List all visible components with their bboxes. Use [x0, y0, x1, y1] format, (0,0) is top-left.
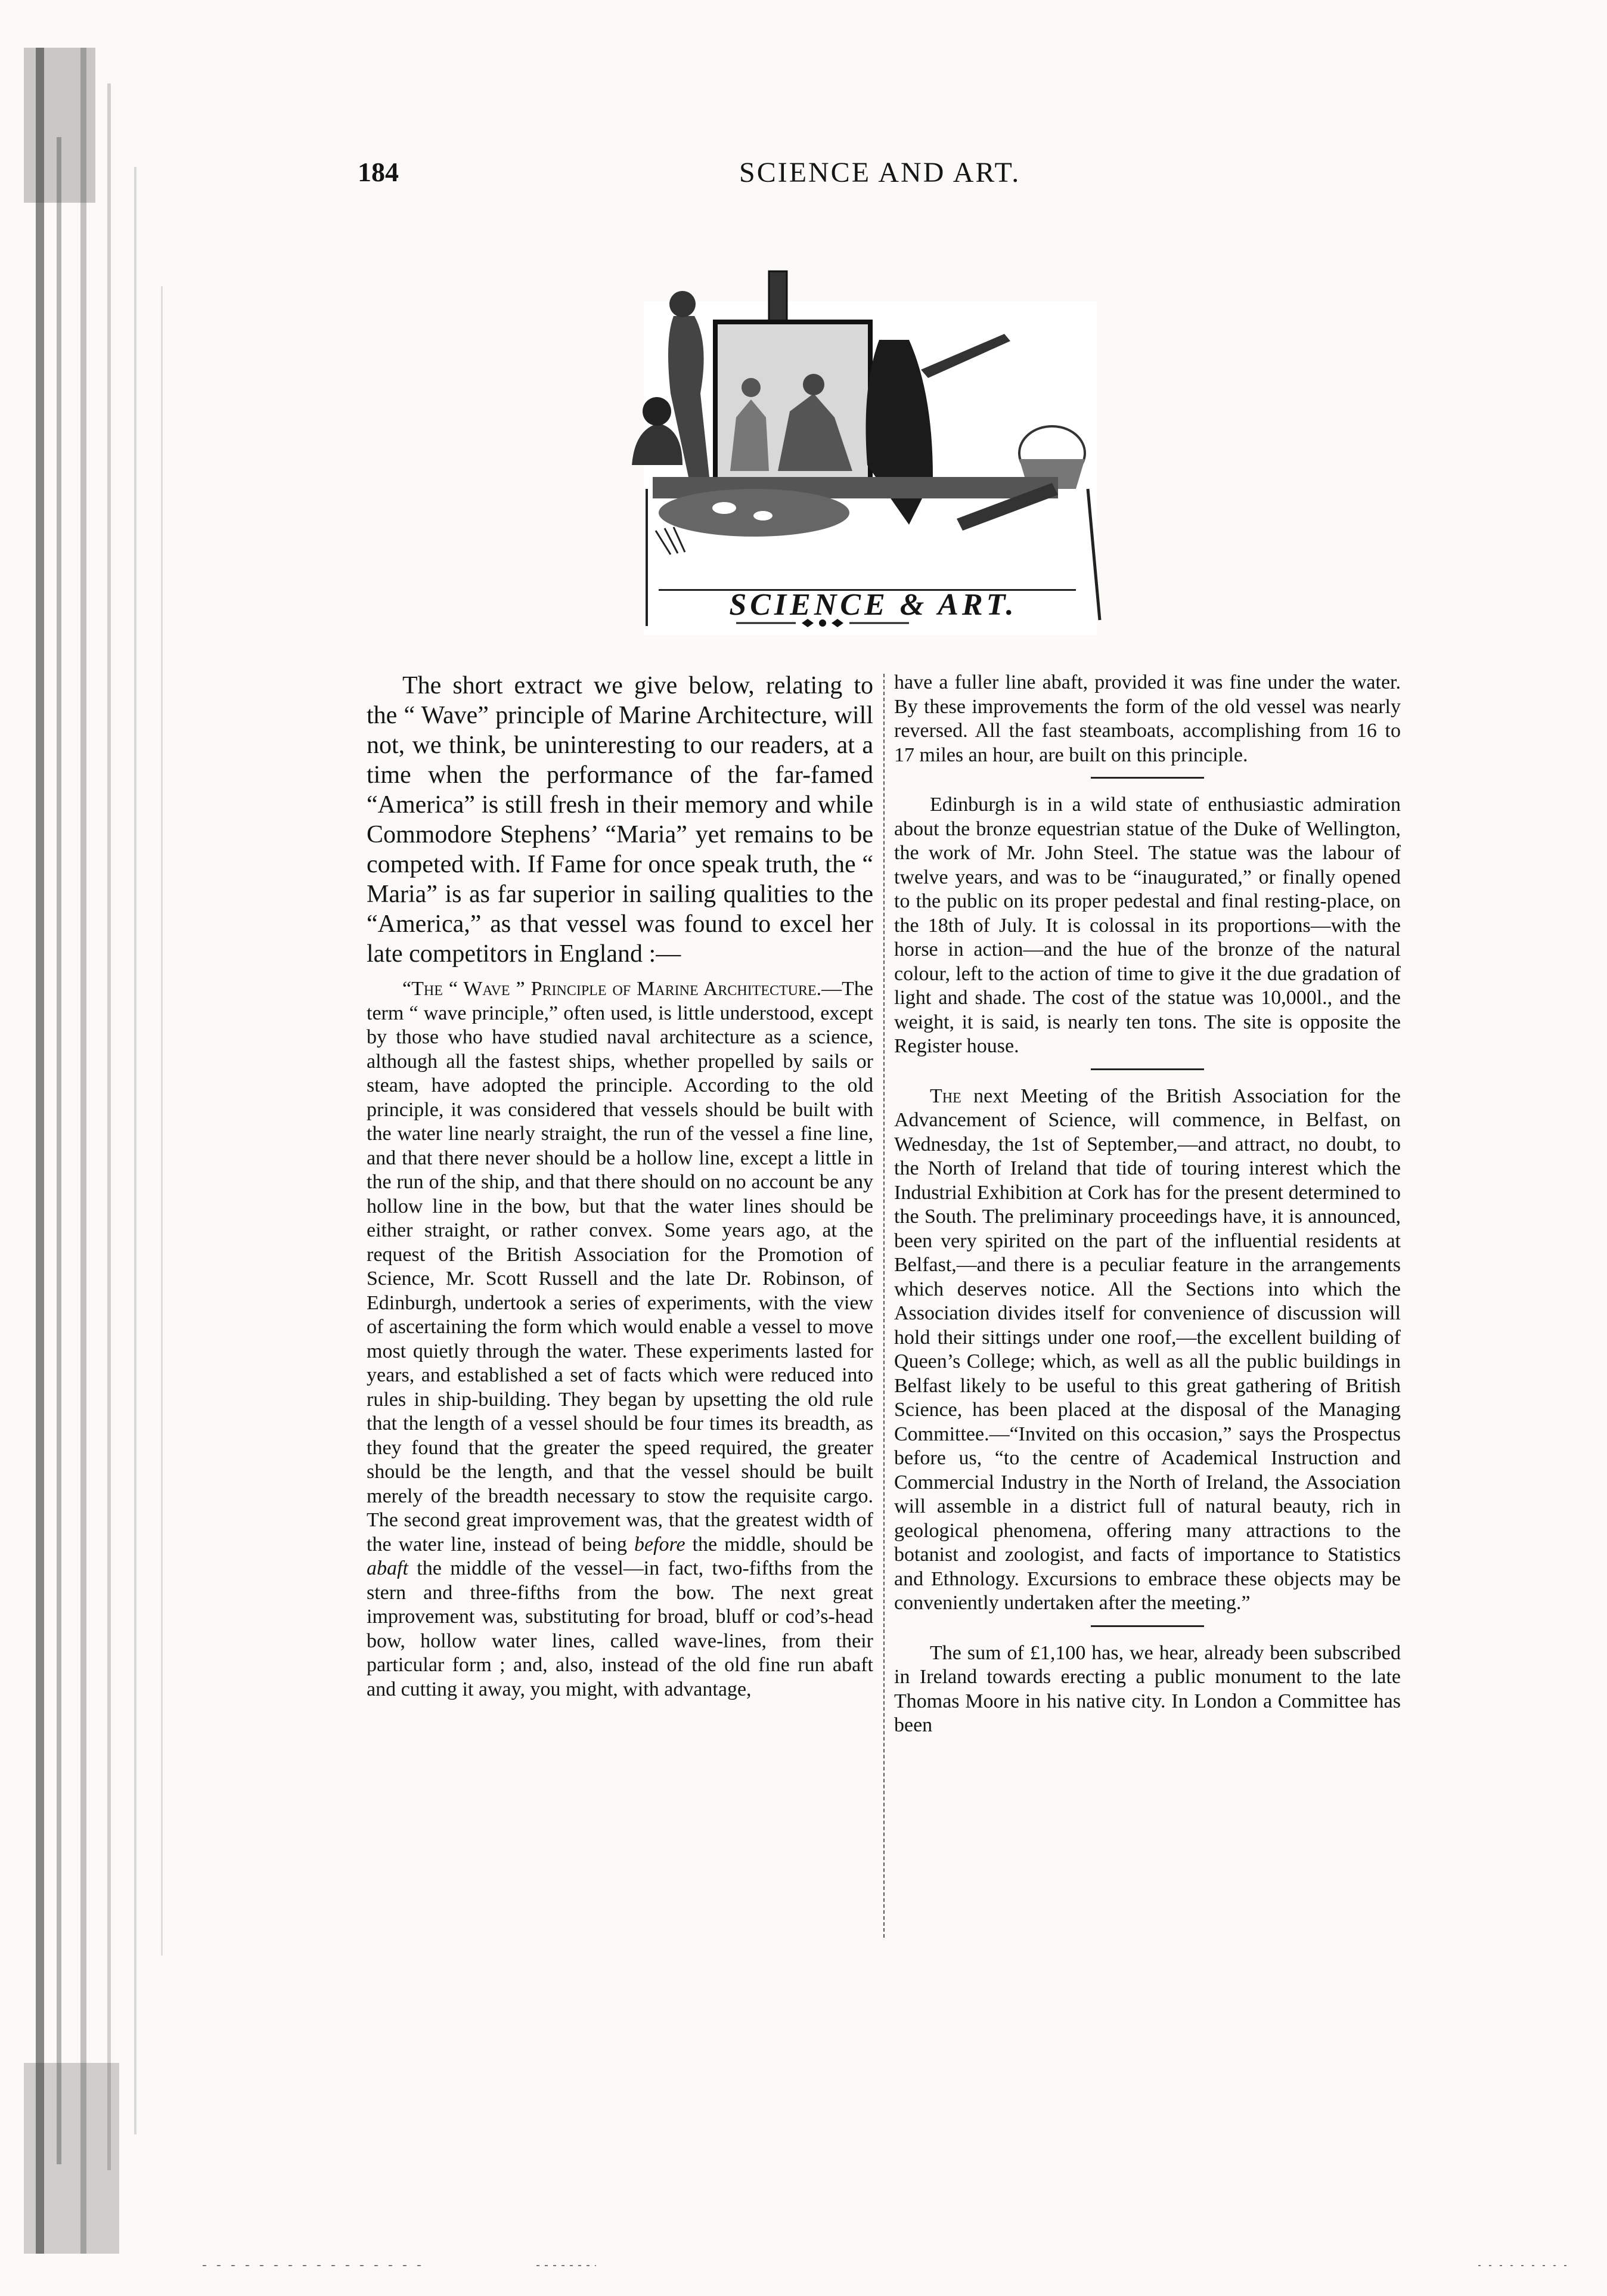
continuation-paragraph: have a fuller line abaft, provided it was fine under the water. By these improvements the form of the old vessel was nearly reversed. All the fast steamboats, accomplishing from 16 to 17 miles an hour, are built on this principle. [894, 671, 1401, 766]
quote-body: —The term “ wave principle,” often used, is little understood, except by those who have studied naval architecture as a science, although all the fastest ships, whether propelled by sails or steam, have adopted the principle. According to the old principle, it was considered that vessels should be built with the water line nearly straight, the run of the vessel a fine line, and that there never should be a hollow line, except a little in the run of the ship, and that there should on no account be any hollow line in the bow, but that the water lines should be either straight, or rather convex. Some years ago, at the request of the British Association for the Promotion of Science, Mr. Scott Russell and the late Dr. Robinson, of Edinburgh, undertook a series of experiments, with the view of ascertaining the form which would enable a vessel to move most quietly through the water. These experiments lasted for years, and established a set of facts which were reduced into rules in ship-building. They began by upsetting the old rule that the length of a vessel should be four times its breadth, as they found that the greater the speed required, the greater should be the length, and that the vessel should be built merely of the breadth necessary to stow the requisite cargo. The second great improvement was, that the greatest width of the water line, instead of being [367, 978, 873, 1556]
quote-end: the middle of the vessel—in fact, two-fifths from the stern and three-fifths from the bow. The next great improvement was, substituting for broad, bluff or cod’s-head bow, hollow water lines, called wave-lines, from their particular form ; and, also, instead of the old fine run abaft and cutting it away, you might, with advantage, [367, 1557, 873, 1700]
vignette-banner-text: SCIENCE & ART. [729, 588, 1017, 622]
lead-paragraph: The short extract we give below, relating to the “ Wave” principle of Marine Architecture, will not, we think, be uninteresting to our readers, at a time when the performance of the far-famed “America” is still fresh in their memory and while Commodore Stephens’ “Maria” yet remains to be competed with. If Fame for once speak truth, the “ Maria” is as far superior in sailing qualities to the “America,” as that vessel was found to excel her late competitors in England :— [367, 672, 873, 968]
section-rule [1091, 1625, 1204, 1627]
wave-principle-quote [367, 977, 873, 1702]
page-number: 184 [358, 157, 399, 187]
quote-emphasis-before: before [634, 1533, 685, 1556]
belfast-paragraph [894, 1085, 1401, 1616]
column-divider [883, 674, 885, 1938]
section-rule [1091, 1068, 1204, 1070]
bottom-scan-specks [203, 2260, 1574, 2272]
section-rule [1091, 777, 1204, 779]
belfast-body: next Meeting of the British Association for the Advancement of Science, will commence, in Belfast, on Wednesday, the 1st of September,—and attract, no doubt, to the North of Ireland that tide of touring interest which the Industrial Exhibition at Cork has for the present determined to the South. The preliminary proceedings have, it is announced, been very spirited on the part of the influential residents at Belfast,—and there is a peculiar feature in the arrangements which deserves notice. All the Sections into which the Association divides itself for convenience of discussion will hold their sittings under one roof,—the excellent building of Queen’s College; which, as well as all the public buildings in Belfast likely to be useful to this great gathering of British Science, has been placed at the disposal of the Managing Committee.—“Invited on this occasion,” says the Prospectus before us, “to the centre of Academical Instruction and Commercial Industry in the North of Ireland, the Association will assemble in a district full of natural beauty, rich in geological phenomena, offering many attractions to the botanist and zoologist, and facts of importance to Statistics and Ethnology. Excursions to embrace these objects may be conveniently undertaken after the meeting.” [894, 1085, 1401, 1614]
quote-middle: the middle, should be [685, 1533, 873, 1556]
edinburgh-paragraph: Edinburgh is in a wild state of enthusiastic admiration about the bronze equestrian statue of the Duke of Wellington, the work of Mr. John Steel. The statue was the labour of twelve years, and was to be “inaugurated,” or finally opened to the public on its proper pedestal and final resting-place, on the 18th of July. It is colossal in its proportions—with the horse in action—and the hue of the bronze of the natural colour, left to the action of time to give it the due gradation of light and shade. The cost of the statue was 10,000l., and the weight, it is said, is nearly ten tons. The site is opposite the Register house. [894, 794, 1401, 1057]
quote-emphasis-abaft: abaft [367, 1557, 408, 1579]
quote-heading: “The “ Wave ” Principle of Marine Architecture. [402, 978, 822, 1000]
running-head: SCIENCE AND ART. [739, 157, 1021, 188]
left-column [367, 671, 873, 1702]
belfast-lead-word: The [930, 1085, 961, 1107]
scan-edge-noise [24, 48, 203, 2254]
page-header [358, 156, 1407, 198]
moore-paragraph: The sum of £1,100 has, we hear, already been subscribed in Ireland towards erecting a public monument to the late Thomas Moore in his native city. In London a Committee has been [894, 1641, 1401, 1736]
right-column [894, 671, 1401, 1738]
